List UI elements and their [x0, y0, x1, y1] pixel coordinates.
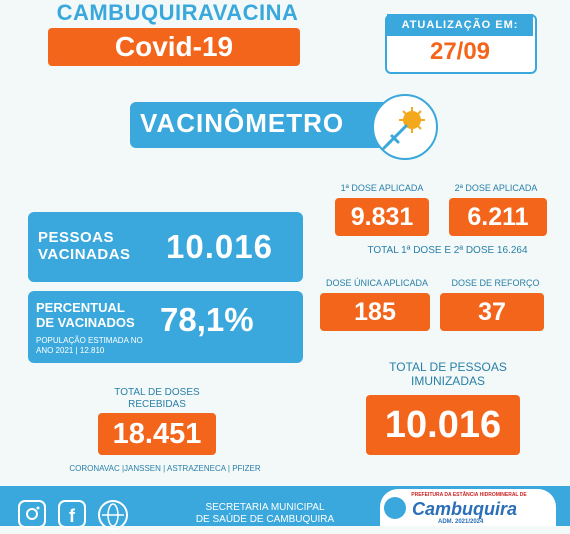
vaccinometer-title: VACINÔMETRO: [140, 108, 345, 138]
city-logo: [380, 489, 556, 526]
secretariat-text: [185, 502, 345, 526]
population-note-line1: POPULAÇÃO ESTIMADA NO: [36, 336, 143, 345]
immunized-label: [368, 360, 528, 388]
population-note-line2: ANO 2021 | 12.810: [36, 346, 105, 355]
booster-dose-label: DOSE DE REFORÇO: [451, 278, 540, 288]
percent-label-line2: DE VACINADOS: [36, 315, 135, 330]
vaccine-brands: CORONAVAC |JANSSEN | ASTRAZENECA | PFIZER: [69, 464, 261, 473]
people-label-line1: PESSOAS: [38, 229, 115, 246]
water-drop-icon: [384, 497, 406, 519]
people-label-line2: VACINADAS: [38, 246, 131, 263]
syringe-virus-icon: [372, 94, 438, 160]
immunized-value: 10.016: [366, 395, 520, 455]
percent-vaccinated-card: [28, 291, 303, 363]
secretariat-line1: SECRETARIA MUNICIPAL: [205, 502, 325, 513]
logo-top-text: PREFEITURA DA ESTÂNCIA HIDROMINERAL DE: [411, 492, 527, 498]
first-dose-value: 9.831: [335, 198, 429, 236]
percent-label-line1: PERCENTUAL: [36, 300, 125, 315]
people-vaccinated-card: [28, 212, 303, 282]
received-label-line2: RECEBIDAS: [128, 399, 186, 410]
single-dose-value: 185: [320, 293, 430, 331]
received-value: 18.451: [98, 413, 216, 455]
booster-dose-value: 37: [440, 293, 544, 331]
single-dose-label: DOSE ÚNICA APLICADA: [325, 278, 429, 288]
received-label: [92, 387, 222, 411]
immunized-label-line1: TOTAL DE PESSOAS: [389, 360, 507, 374]
facebook-icon[interactable]: f: [58, 500, 86, 528]
population-note: [36, 336, 143, 356]
people-vaccinated-label: [38, 229, 131, 263]
second-dose-value: 6.211: [449, 198, 547, 236]
update-date: 27/09: [429, 38, 491, 65]
people-vaccinated-value: 10.016: [166, 228, 273, 265]
campaign-title: CAMBUQUIRAVACINA: [56, 0, 299, 25]
secretariat-line2: DE SAÚDE DE CAMBUQUIRA: [195, 514, 335, 525]
update-label: ATUALIZAÇÃO EM:: [387, 14, 533, 36]
logo-name: Cambuquira: [412, 499, 518, 519]
percent-label: [36, 300, 135, 330]
immunized-label-line2: IMUNIZADAS: [410, 374, 485, 388]
total-first-second-dose: TOTAL 1ª DOSE E 2ª DOSE 16.264: [367, 245, 528, 256]
covid-subtitle: Covid-19: [48, 28, 300, 66]
second-dose-label: 2ª DOSE APLICADA: [454, 183, 538, 193]
received-label-line1: TOTAL DE DOSES: [114, 387, 200, 398]
first-dose-label: 1ª DOSE APLICADA: [340, 183, 424, 193]
percent-value: 78,1%: [160, 301, 254, 338]
logo-years: ADM. 2021/2024: [438, 519, 484, 525]
instagram-icon[interactable]: [18, 500, 46, 528]
